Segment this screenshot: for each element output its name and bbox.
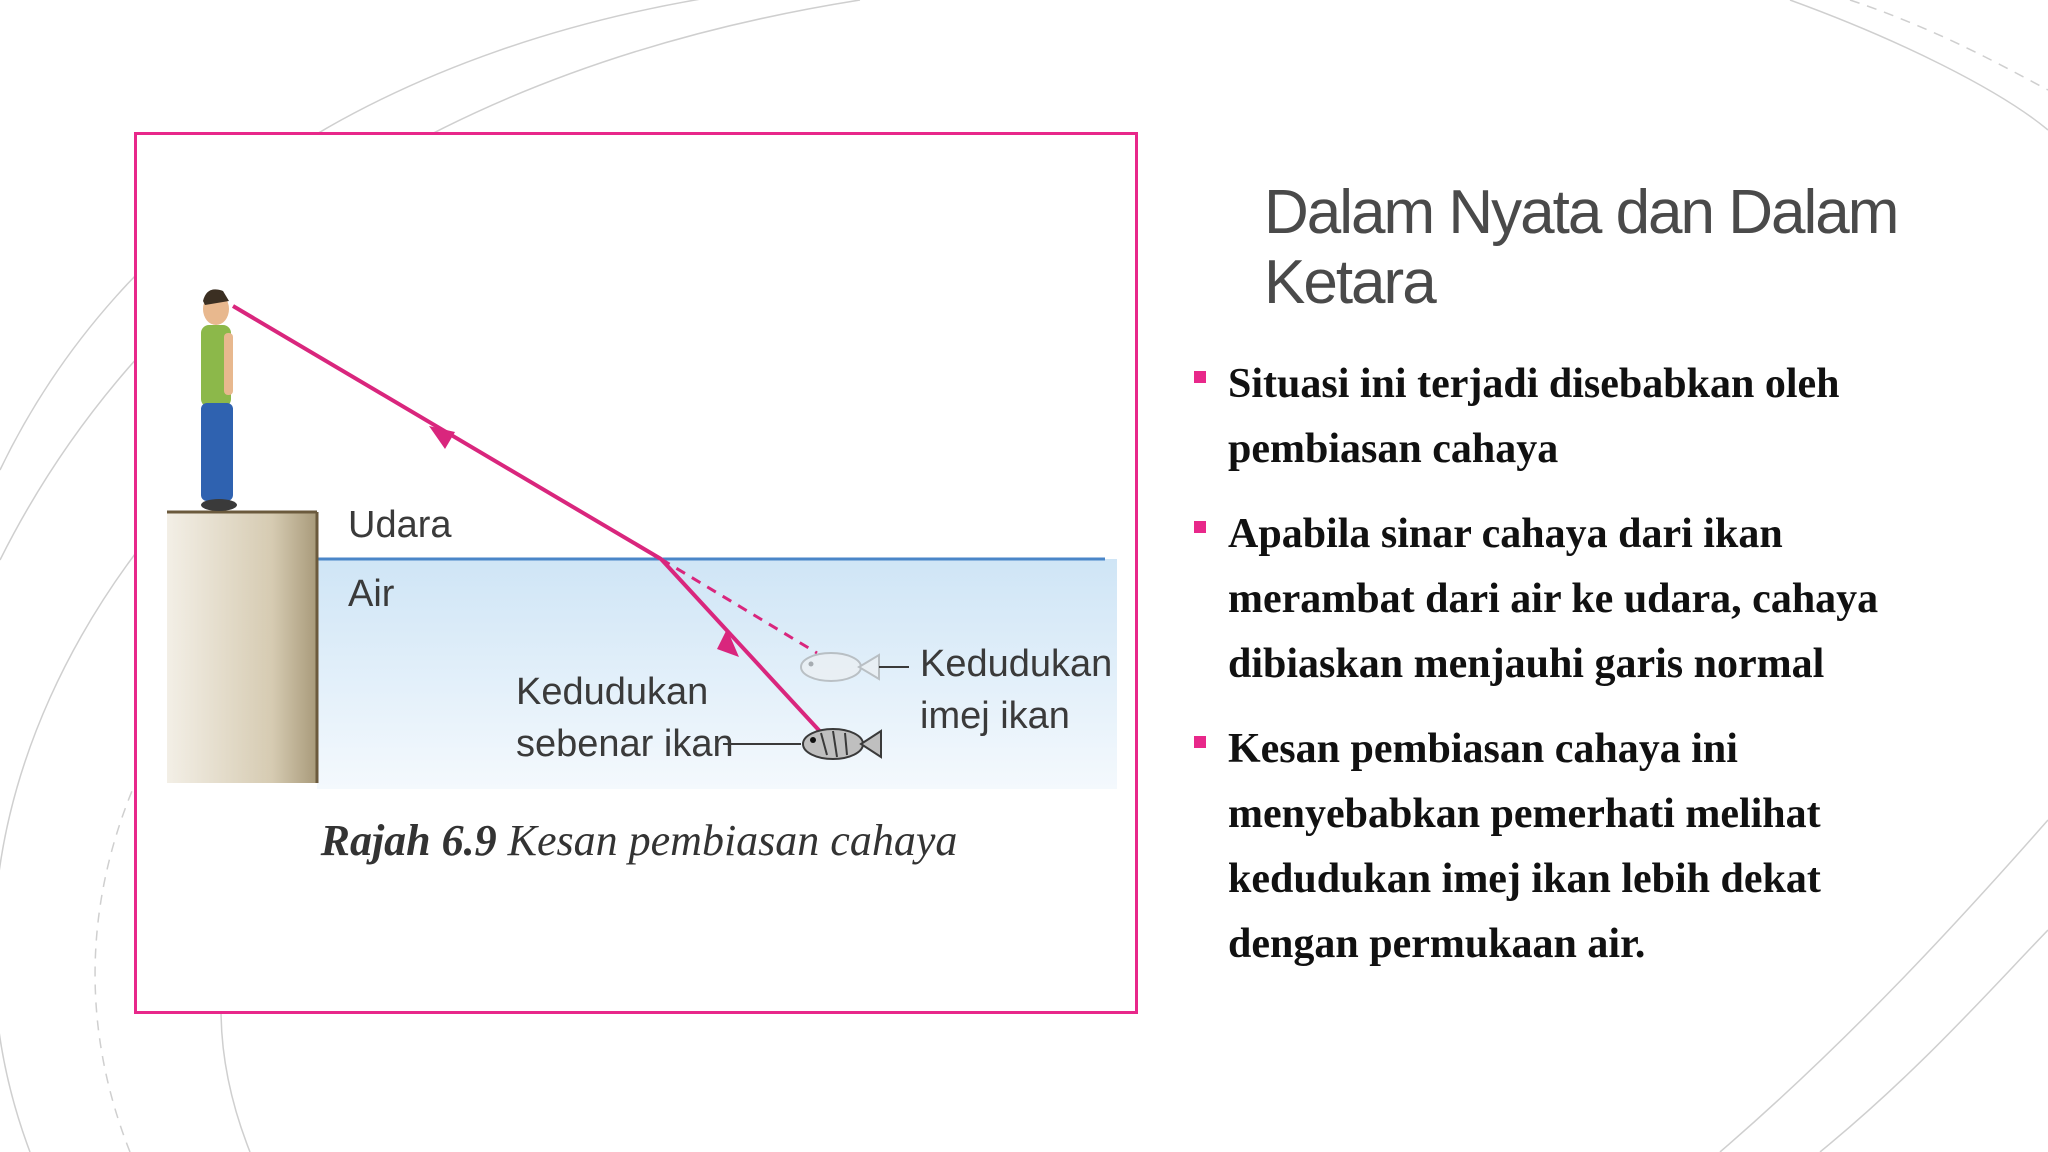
label-air: Air xyxy=(348,573,395,615)
bullet-marker-icon xyxy=(1194,371,1206,383)
bullet-text: Apabila sinar cahaya dari ikan merambat dari air ke udara, cahaya dibiaskan menjauhi garis normal xyxy=(1228,511,1879,687)
slide-title: Dalam Nyata dan Dalam Ketara xyxy=(1264,178,1898,317)
bullet-list xyxy=(1190,352,1950,997)
label-udara: Udara xyxy=(348,504,452,546)
bullet-marker-icon xyxy=(1194,521,1206,533)
bullet-item xyxy=(1190,352,1950,482)
refraction-diagram xyxy=(137,135,1141,1017)
label-image-position-2: imej ikan xyxy=(920,695,1070,737)
caption-number: Rajah 6.9 xyxy=(320,816,497,865)
bullet-text: Situasi ini terjadi disebabkan oleh pembiasan cahaya xyxy=(1228,361,1840,472)
figure-frame xyxy=(134,132,1138,1014)
bullet-text: Kesan pembiasan cahaya ini menyebabkan pemerhati melihat kedudukan imej ikan lebih dekat dengan permukaan air. xyxy=(1228,726,1821,967)
caption-text: Kesan pembiasan cahaya xyxy=(496,816,958,865)
label-real-position-1: Kedudukan xyxy=(516,671,709,713)
label-real-position-2: sebenar ikan xyxy=(516,723,734,765)
bullet-item xyxy=(1190,502,1950,697)
observer-person-icon xyxy=(201,289,237,511)
bullet-marker-icon xyxy=(1194,736,1206,748)
bullet-item xyxy=(1190,717,1950,977)
label-image-position-1: Kedudukan xyxy=(920,643,1113,685)
figure-caption xyxy=(137,815,1141,866)
pier xyxy=(167,511,317,783)
